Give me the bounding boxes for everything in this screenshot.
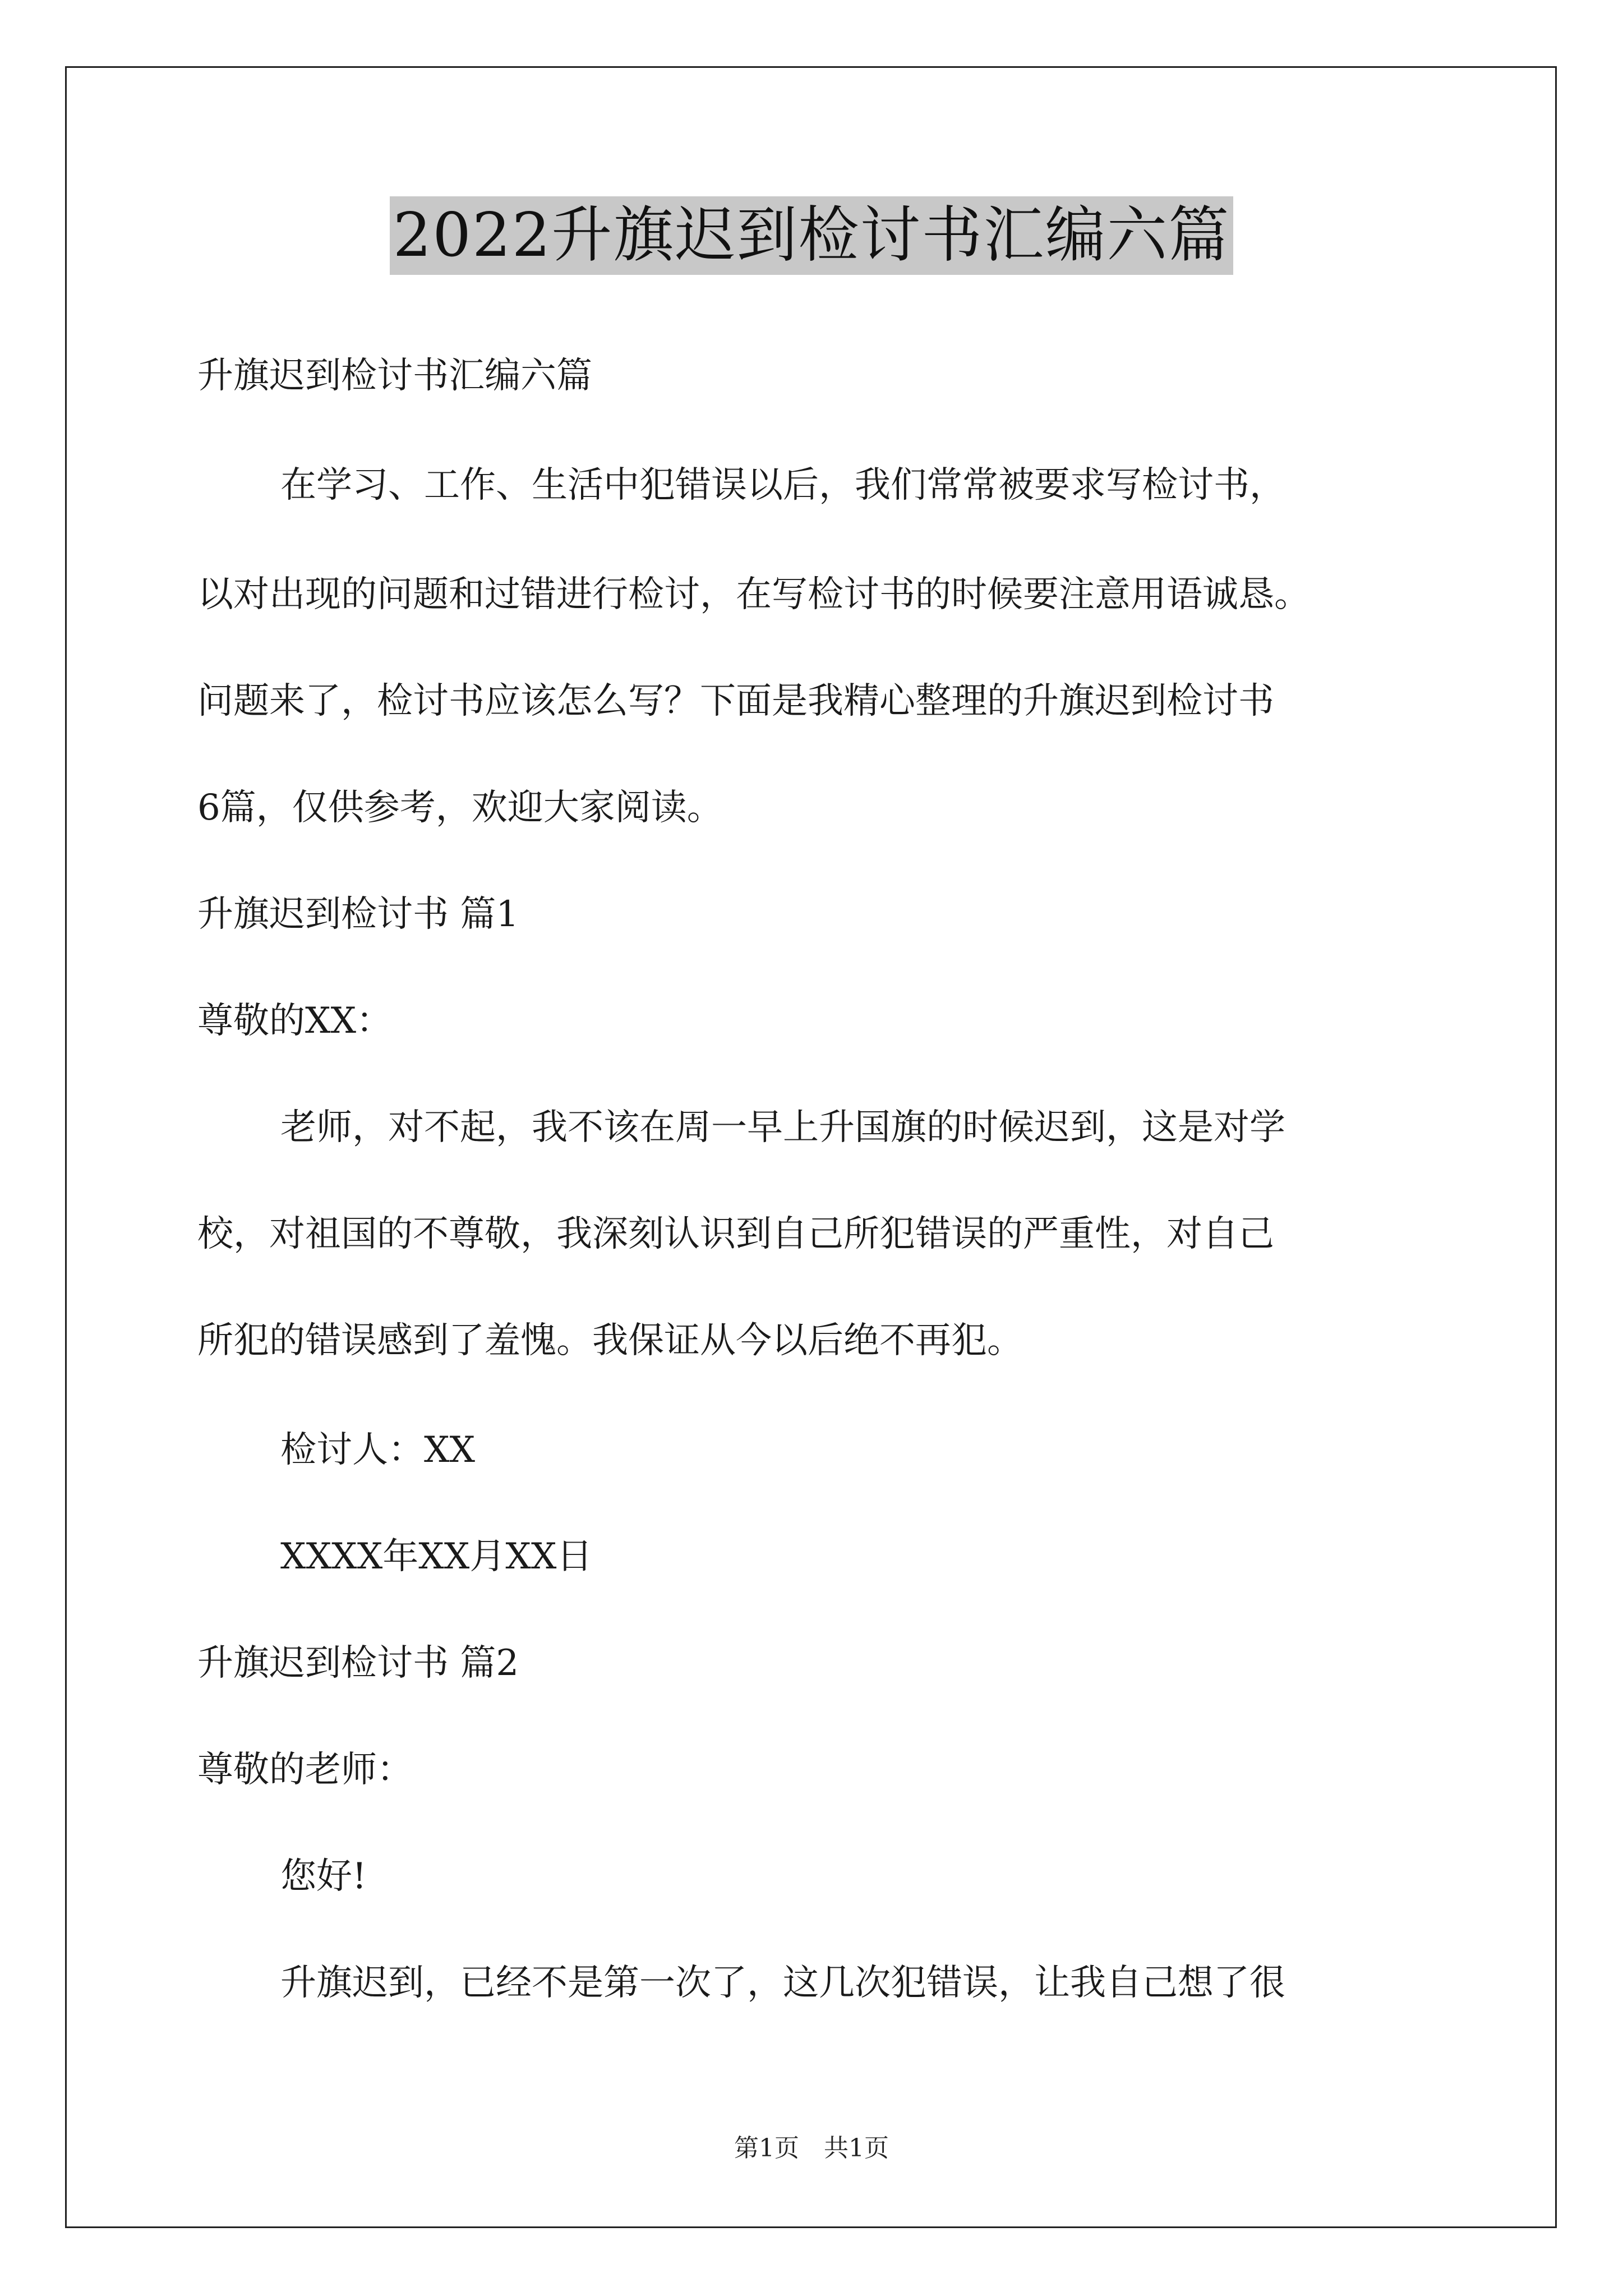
paragraph-line: 6篇，仅供参考，欢迎大家阅读。 [197, 787, 723, 829]
paragraph-line: 所犯的错误感到了羞愧。我保证从今以后绝不再犯。 [197, 1320, 1023, 1361]
paragraph-line: 在学习、工作、生活中犯错误以后，我们常常被要求写检讨书， [280, 464, 1285, 506]
salutation-1: 尊敬的XX： [197, 1000, 393, 1042]
date-line: XXXX年XX月XX日 [280, 1536, 593, 1577]
title-container [0, 196, 1623, 275]
page-footer: 第1页 共1页 [734, 2134, 889, 2162]
salutation-2: 尊敬的老师： [197, 1749, 413, 1791]
paragraph-line: 升旗迟到，已经不是第一次了，这几次犯错误，让我自己想了很 [280, 1962, 1285, 2004]
paragraph-line: 以对出现的问题和过错进行检讨，在写检讨书的时候要注意用语诚恳。 [197, 574, 1310, 615]
signature-line: 检讨人：XX [280, 1429, 476, 1471]
section-heading-1: 升旗迟到检讨书 篇1 [197, 894, 519, 935]
document-title: 2022升旗迟到检讨书汇编六篇 [390, 196, 1234, 275]
section-heading-2: 升旗迟到检讨书 篇2 [197, 1642, 519, 1684]
paragraph-line: 问题来了，检讨书应该怎么写？下面是我精心整理的升旗迟到检讨书 [197, 680, 1274, 722]
subtitle-line: 升旗迟到检讨书汇编六篇 [197, 355, 592, 397]
greeting-line: 您好! [280, 1856, 367, 1897]
paragraph-line: 校，对祖国的不尊敬，我深刻认识到自己所犯错误的严重性，对自己 [197, 1213, 1274, 1255]
paragraph-line: 老师，对不起，我不该在周一早上升国旗的时候迟到，这是对学 [280, 1107, 1285, 1148]
